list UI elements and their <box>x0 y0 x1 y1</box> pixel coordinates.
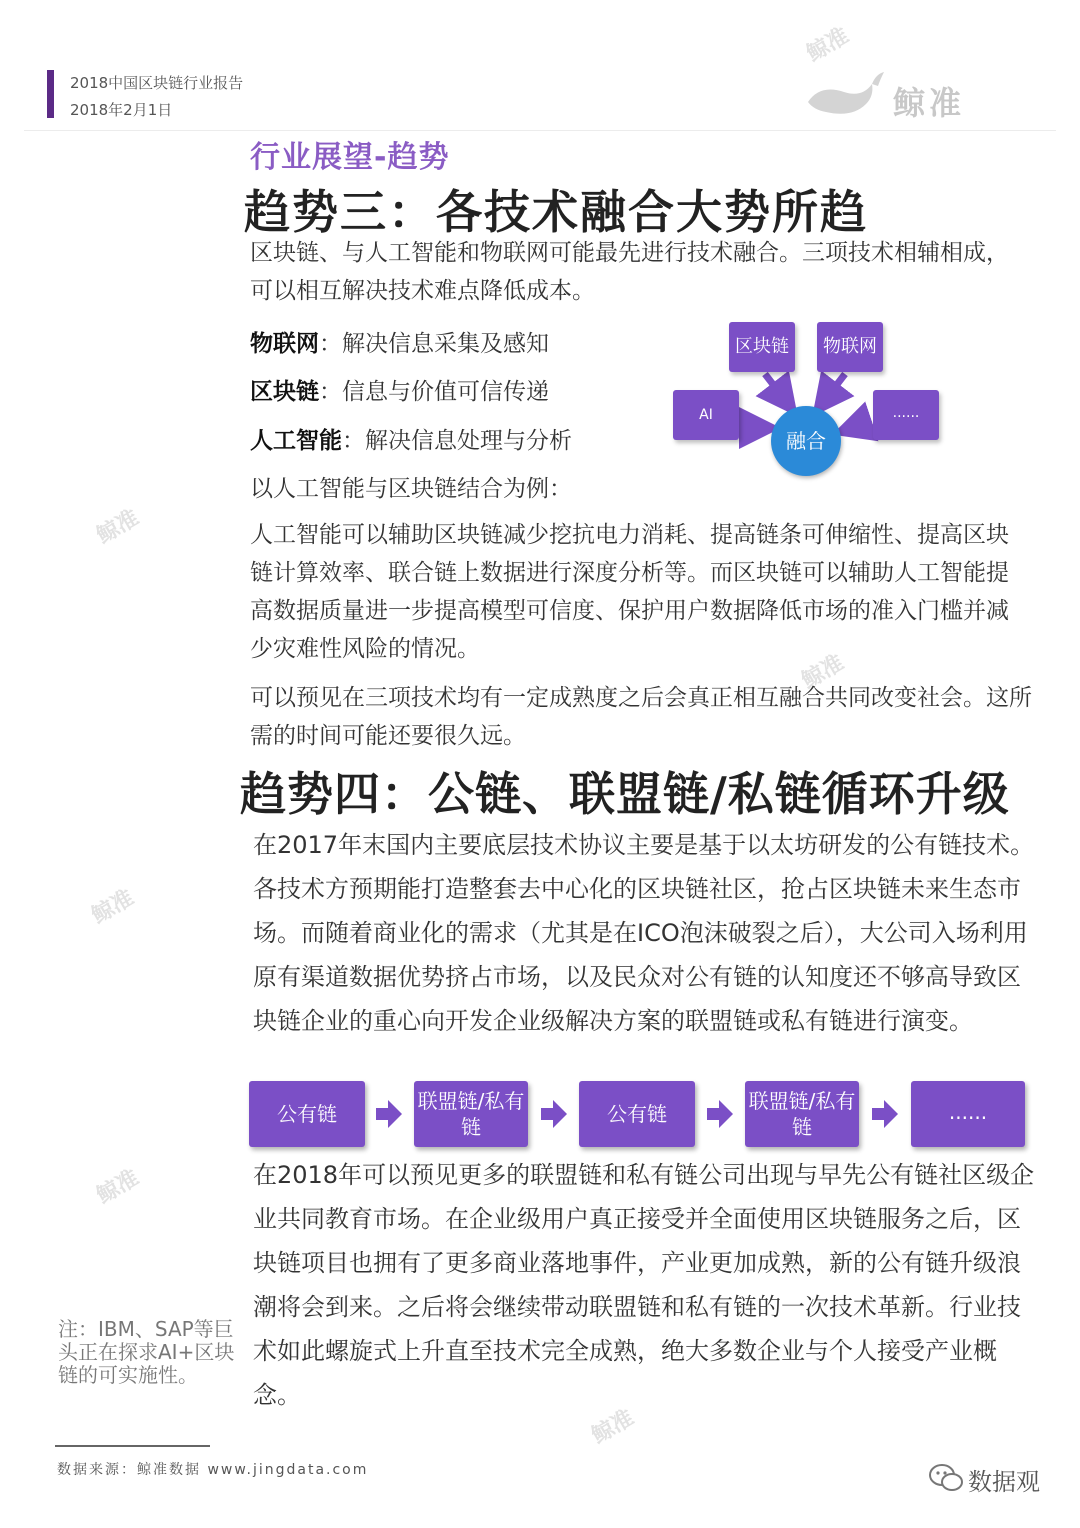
example-lead: 以人工智能与区块链结合为例： <box>250 476 572 502</box>
definition-desc: ：信息与价值可信传递 <box>319 379 549 405</box>
trend3-future: 可以预见在三项技术均有一定成熟度之后会真正相互融合共同改变社会。这所需的时间可能还要很久远。 <box>250 685 1032 749</box>
fusion-node-ai: AI <box>673 390 739 440</box>
flow-step-public-chain: 公有链 <box>249 1081 365 1147</box>
fusion-node-blockchain: 区块链 <box>729 322 795 372</box>
definition-term: 物联网 <box>250 331 319 357</box>
watermark: 鲸准 <box>87 885 139 930</box>
arrow-right-icon <box>872 1100 898 1128</box>
fusion-center: 融合 <box>771 406 841 476</box>
section-label: 行业展望-趋势 <box>250 140 450 175</box>
arrow-right-icon <box>541 1100 567 1128</box>
example-body: 人工智能可以辅助区块链减少挖抗电力消耗、提高链条可伸缩性、提高区块链计算效率、联合链上数据进行深度分析等。而区块链可以辅助人工智能提高数据质量进一步提高模型可信度、保护用户数据降低市场的准入门槛并减少灾难性风险的情况。 <box>250 522 1009 662</box>
trend4-title: 趋势四：公链、联盟链/私链循环升级 <box>240 767 1010 821</box>
wechat-account-name: 数据观 <box>968 1468 1040 1496</box>
header-divider <box>24 130 1056 131</box>
trend4-paragraph-2: 在2018年可以预见更多的联盟链和私有链公司出现与早先公有链社区级企业共同教育市场。在企业级用户真正接受并全面使用区块链服务之后，区块链项目也拥有了更多商业落地事件，产业更加成熟，新的公有链升级浪潮将会到来。之后将会继续带动联盟链和私有链的一次技术革新。行业技术如此螺旋式上升直至技术完全成熟，绝大多数企业与个人接受产业概念。 <box>253 1161 1035 1409</box>
fusion-node-iot: 物联网 <box>817 322 883 372</box>
trend3-intro: 区块链、与人工智能和物联网可能最先进行技术融合。三项技术相辅相成，可以相互解决技术难点降低成本。 <box>250 240 1009 304</box>
flow-step-consortium-chain: 联盟链/私有链 <box>745 1081 859 1147</box>
data-source: 数据来源：鲸准数据 www.jingdata.com <box>57 1462 369 1478</box>
fusion-node-more: ...... <box>873 390 939 440</box>
definition-desc: ：解决信息处理与分析 <box>342 428 572 454</box>
definition-term: 人工智能 <box>250 428 342 454</box>
definition-iot <box>250 325 549 358</box>
arrow-icon <box>825 374 845 400</box>
whale-icon <box>800 62 890 122</box>
trend3-title: 趋势三：各技术融合大势所趋 <box>244 185 868 239</box>
footer-divider <box>55 1445 210 1447</box>
watermark: 鲸准 <box>802 23 854 68</box>
arrow-right-icon <box>376 1100 402 1128</box>
flow-step-consortium-chain: 联盟链/私有链 <box>414 1081 528 1147</box>
wechat-icon <box>928 1462 964 1494</box>
report-title: 2018中国区块链行业报告 <box>70 74 244 92</box>
flow-step-more: ...... <box>911 1081 1025 1147</box>
definition-desc: ：解决信息采集及感知 <box>319 331 549 357</box>
logo-text: 鲸准 <box>893 84 966 122</box>
arrow-icon <box>765 374 785 400</box>
trend4-paragraph-1: 在2017年末国内主要底层技术协议主要是基于以太坊研发的公有链技术。各技术方预期能打造整套去中心化的区块链社区，抢占区块链未来生态市场。而随着商业化的需求（尤其是在ICO泡沫破裂之后），大公司入场利用原有渠道数据优势挤占市场，以及民众对公有链的认知度还不够高导致区块链企业的重心向开发企业级解决方案的联盟链或私有链进行演变。 <box>253 831 1035 1035</box>
arrow-icon <box>852 422 870 428</box>
watermark: 鲸准 <box>92 1165 144 1210</box>
definition-ai <box>250 422 572 455</box>
side-note: 注：IBM、SAP等巨头正在探求AI+区块链的可实施性。 <box>58 1317 235 1387</box>
flow-step-public-chain: 公有链 <box>579 1081 695 1147</box>
watermark: 鲸准 <box>92 505 144 550</box>
definition-term: 区块链 <box>250 379 319 405</box>
watermark: 鲸准 <box>797 650 849 695</box>
definition-blockchain <box>250 373 549 406</box>
report-date: 2018年2月1日 <box>70 101 173 119</box>
watermark: 鲸准 <box>587 1405 639 1450</box>
header-accent-bar <box>47 70 54 118</box>
arrow-right-icon <box>707 1100 733 1128</box>
